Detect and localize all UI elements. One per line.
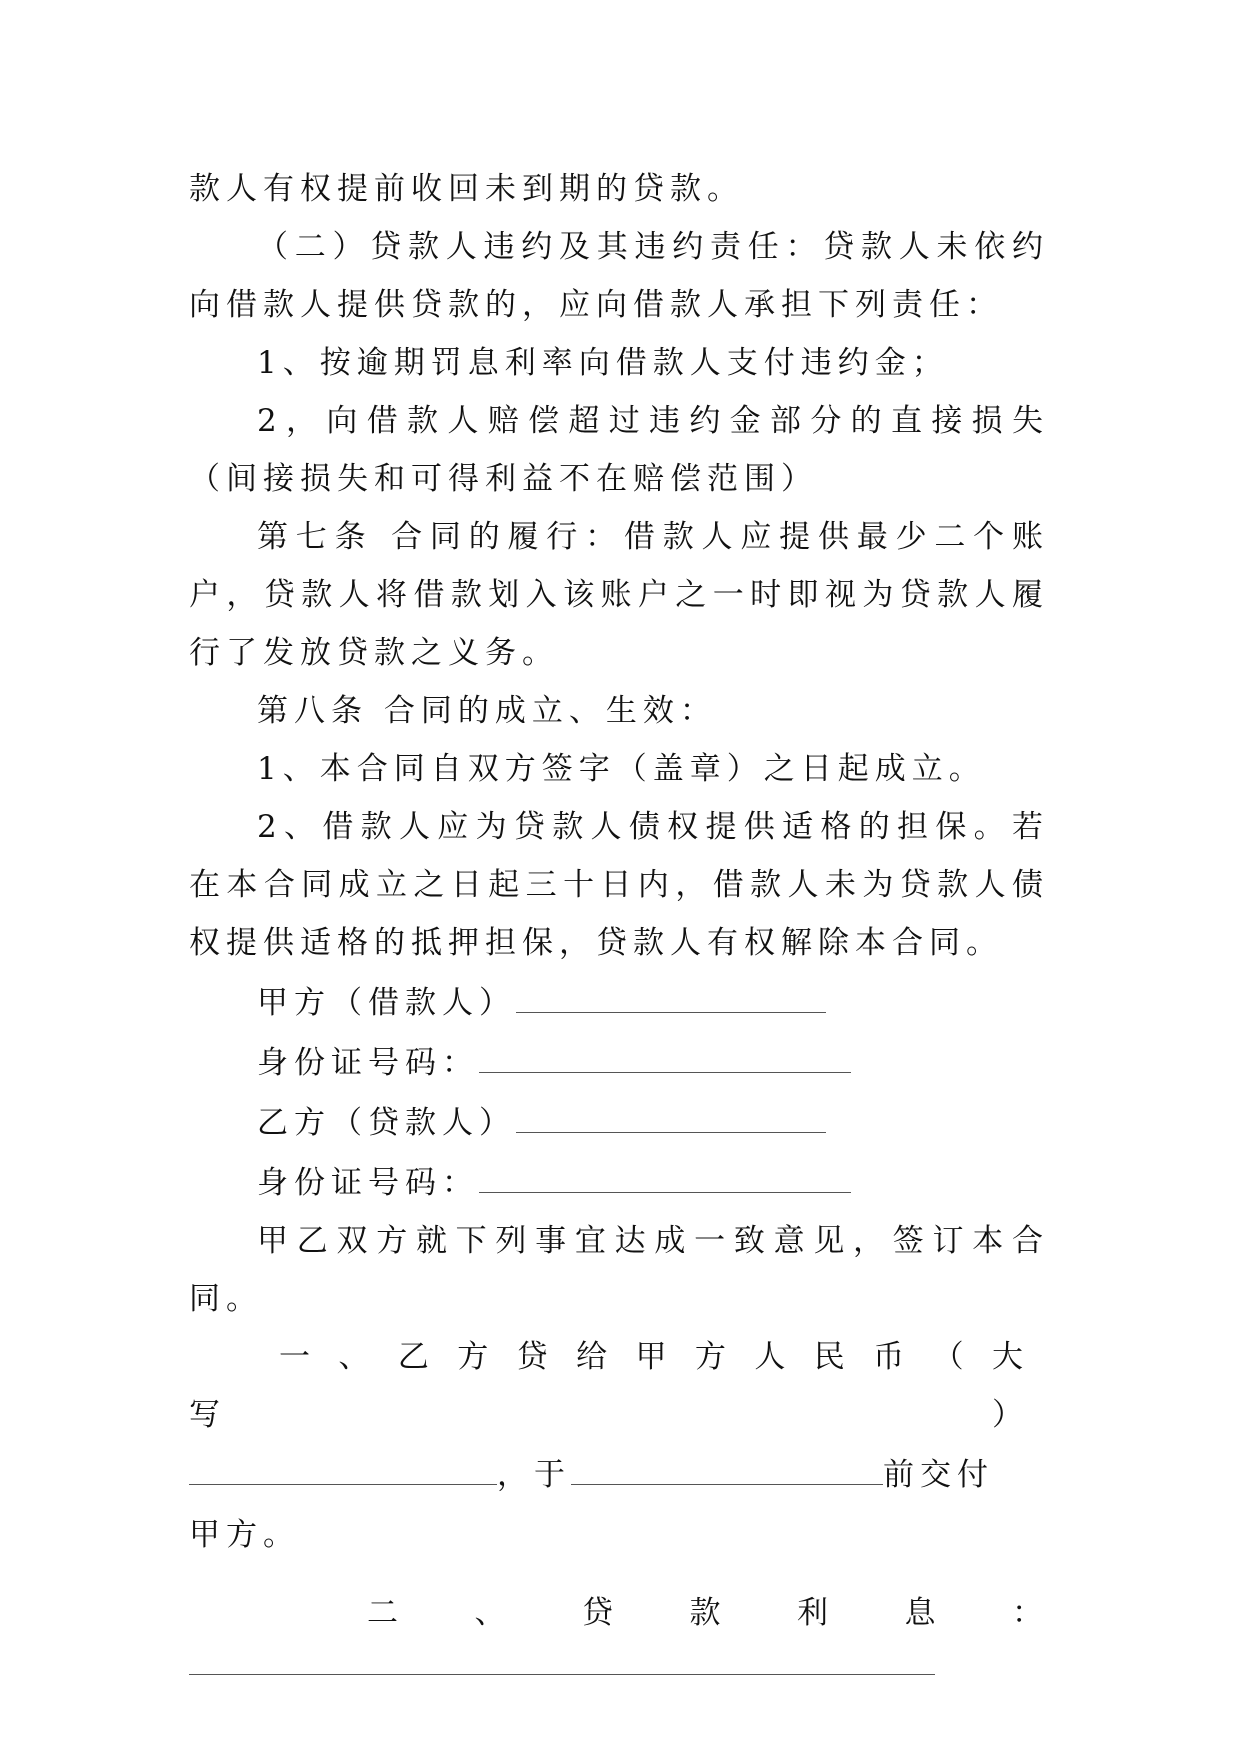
interest-blank[interactable] [189,1634,935,1675]
party-b-label: 乙方（贷款人） [257,1105,516,1141]
id-b-label: 身份证号码： [257,1165,479,1201]
paragraph-liability-2: 2，向借款人赔偿超过违约金部分的直接损失（间接损失和可得利益不在赔偿范围） [189,403,1049,497]
clause-1-end: 甲方。 [189,1517,300,1553]
id-a-label: 身份证号码： [257,1045,479,1081]
party-a-row [189,972,1049,1032]
id-a-row [189,1032,1049,1092]
article-8-heading: 第八条 合同的成立、生效： [257,693,717,729]
amount-blank[interactable] [189,1444,497,1485]
clause-1-mid: ，于 [497,1457,571,1493]
contract-body [189,160,1049,1694]
date-blank[interactable] [571,1444,883,1485]
paragraph-lender-breach: （二）贷款人违约及其违约责任：贷款人未依约向借款人提供贷款的，应向借款人承担下列责任： [189,229,1049,323]
article-8-item-2: 2、借款人应为贷款人债权提供适格的担保。若在本合同成立之日起三十日内，借款人未为贷款人债权提供适格的抵押担保，贷款人有权解除本合同。 [189,809,1049,961]
paragraph-continuation: 款人有权提前收回未到期的贷款。 [189,171,744,207]
clause-1-tail: 前交付 [883,1457,994,1493]
party-b-blank[interactable] [516,1092,826,1133]
party-a-label: 甲方（借款人） [257,985,516,1021]
id-b-blank[interactable] [479,1152,851,1193]
article-8-item-1: 1、本合同自双方签字（盖章）之日起成立。 [257,751,986,787]
article-7: 第七条 合同的履行：借款人应提供最少二个账户，贷款人将借款划入该账户之一时即视为贷款人履行了发放贷款之义务。 [189,519,1049,671]
party-b-row [189,1092,1049,1152]
clause-1-lead: 一、乙方贷给甲方人民币（大写） [189,1339,1049,1433]
party-a-blank[interactable] [516,972,826,1013]
interest-row [189,1634,1049,1694]
id-b-row [189,1152,1049,1212]
clause-2-lead: 二、贷款利息： [367,1595,1049,1631]
clause-1-amount-row [189,1444,1049,1504]
paragraph-liability-1: 1、按逾期罚息利率向借款人支付违约金； [257,345,949,381]
id-a-blank[interactable] [479,1032,851,1073]
agreement-intro: 甲乙双方就下列事宜达成一致意见，签订本合同。 [189,1223,1049,1317]
